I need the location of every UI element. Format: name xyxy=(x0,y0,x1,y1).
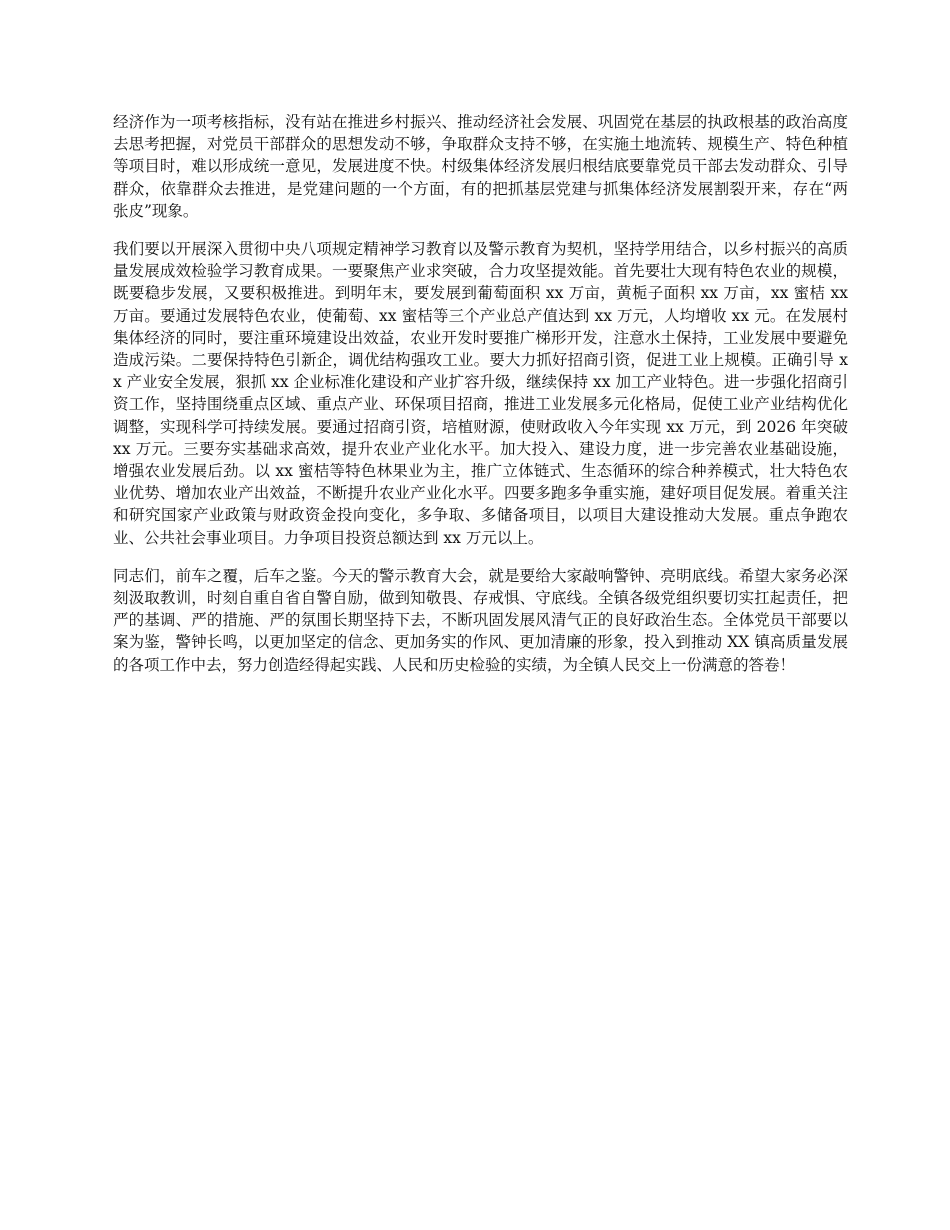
paragraph-1: 经济作为一项考核指标，没有站在推进乡村振兴、推动经济社会发展、巩固党在基层的执政根基的政治高度去思考把握，对党员干部群众的思想发动不够，争取群众支持不够，在实施土地流转、规模生产、特色种植等项目时，难以形成统一意见，发展进度不快。村级集体经济发展归根结底要靠党员干部去发动群众、引导群众，依靠群众去推进，是党建问题的一个方面，有的把抓基层党建与抓集体经济发展割裂开来，存在“两张皮”现象。 xyxy=(113,113,848,220)
paragraph-3: 同志们，前车之覆，后车之鉴。今天的警示教育大会，就是要给大家敲响警钟、亮明底线。希望大家务必深刻汲取教训，时刻自重自省自警自励，做到知敬畏、存戒惧、守底线。全镇各级党组织要切实扛起责任，把严的基调、严的措施、严的氛围长期坚持下去，不断巩固发展风清气正的良好政治生态。全体党员干部要以案为鉴，警钟长鸣，以更加坚定的信念、更加务实的作风、更加清廉的形象，投入到推动 XX 镇高质量发展的各项工作中去，努力创造经得起实践、人民和历史检验的实绩，为全镇人民交上一份满意的答卷！ xyxy=(113,566,848,674)
paragraph-2: 我们要以开展深入贯彻中央八项规定精神学习教育以及警示教育为契机，坚持学用结合，以乡村振兴的高质量发展成效检验学习教育成果。一要聚焦产业求突破，合力攻坚提效能。首先要壮大现有特色农业的规模，既要稳步发展，又要积极推进。到明年末，要发展到葡萄面积 xx 万亩，黄栀子面积 xx 万亩，xx 蜜桔 xx 万亩。要通过发展特色农业，使葡萄、xx 蜜桔等三个产业总产值达到 xx 万元，人均增收 xx 元。在发展村集体经济的同时，要注重环境建设出效益，农业开发时要推广梯形开发，注意水土保持，工业发展中要避免造成污染。二要保持特色引新企，调优结构强攻工业。要大力抓好招商引资，促进工业上规模。正确引导 xx 产业安全发展，狠抓 xx 企业标准化建设和产业扩容升级，继续保持 xx 加工产业特色。进一步强化招商引资工作，坚持围绕重点区域、重点产业、环保项目招商，推进工业发展多元化格局，促使工业产业结构优化调整，实现科学可持续发展。要通过招商引资，培植财源，使财政收入今年实现 xx 万元，到 2026 年突破 xx 万元。三要夯实基础求高效，提升农业产业化水平。加大投入、建设力度，进一步完善农业基础设施，增强农业发展后劲。以 xx 蜜桔等特色林果业为主，推广立体链式、生态循环的综合种养模式，壮大特色农业优势、增加农业产出效益，不断提升农业产业化水平。四要多跑多争重实施，建好项目促发展。着重关注和研究国家产业政策与财政资金投向变化，多争取、多储备项目，以项目大建设推动大发展。重点争跑农业、公共社会事业项目。力争项目投资总额达到 xx 万元以上。 xyxy=(113,240,848,547)
document-page xyxy=(113,111,848,692)
